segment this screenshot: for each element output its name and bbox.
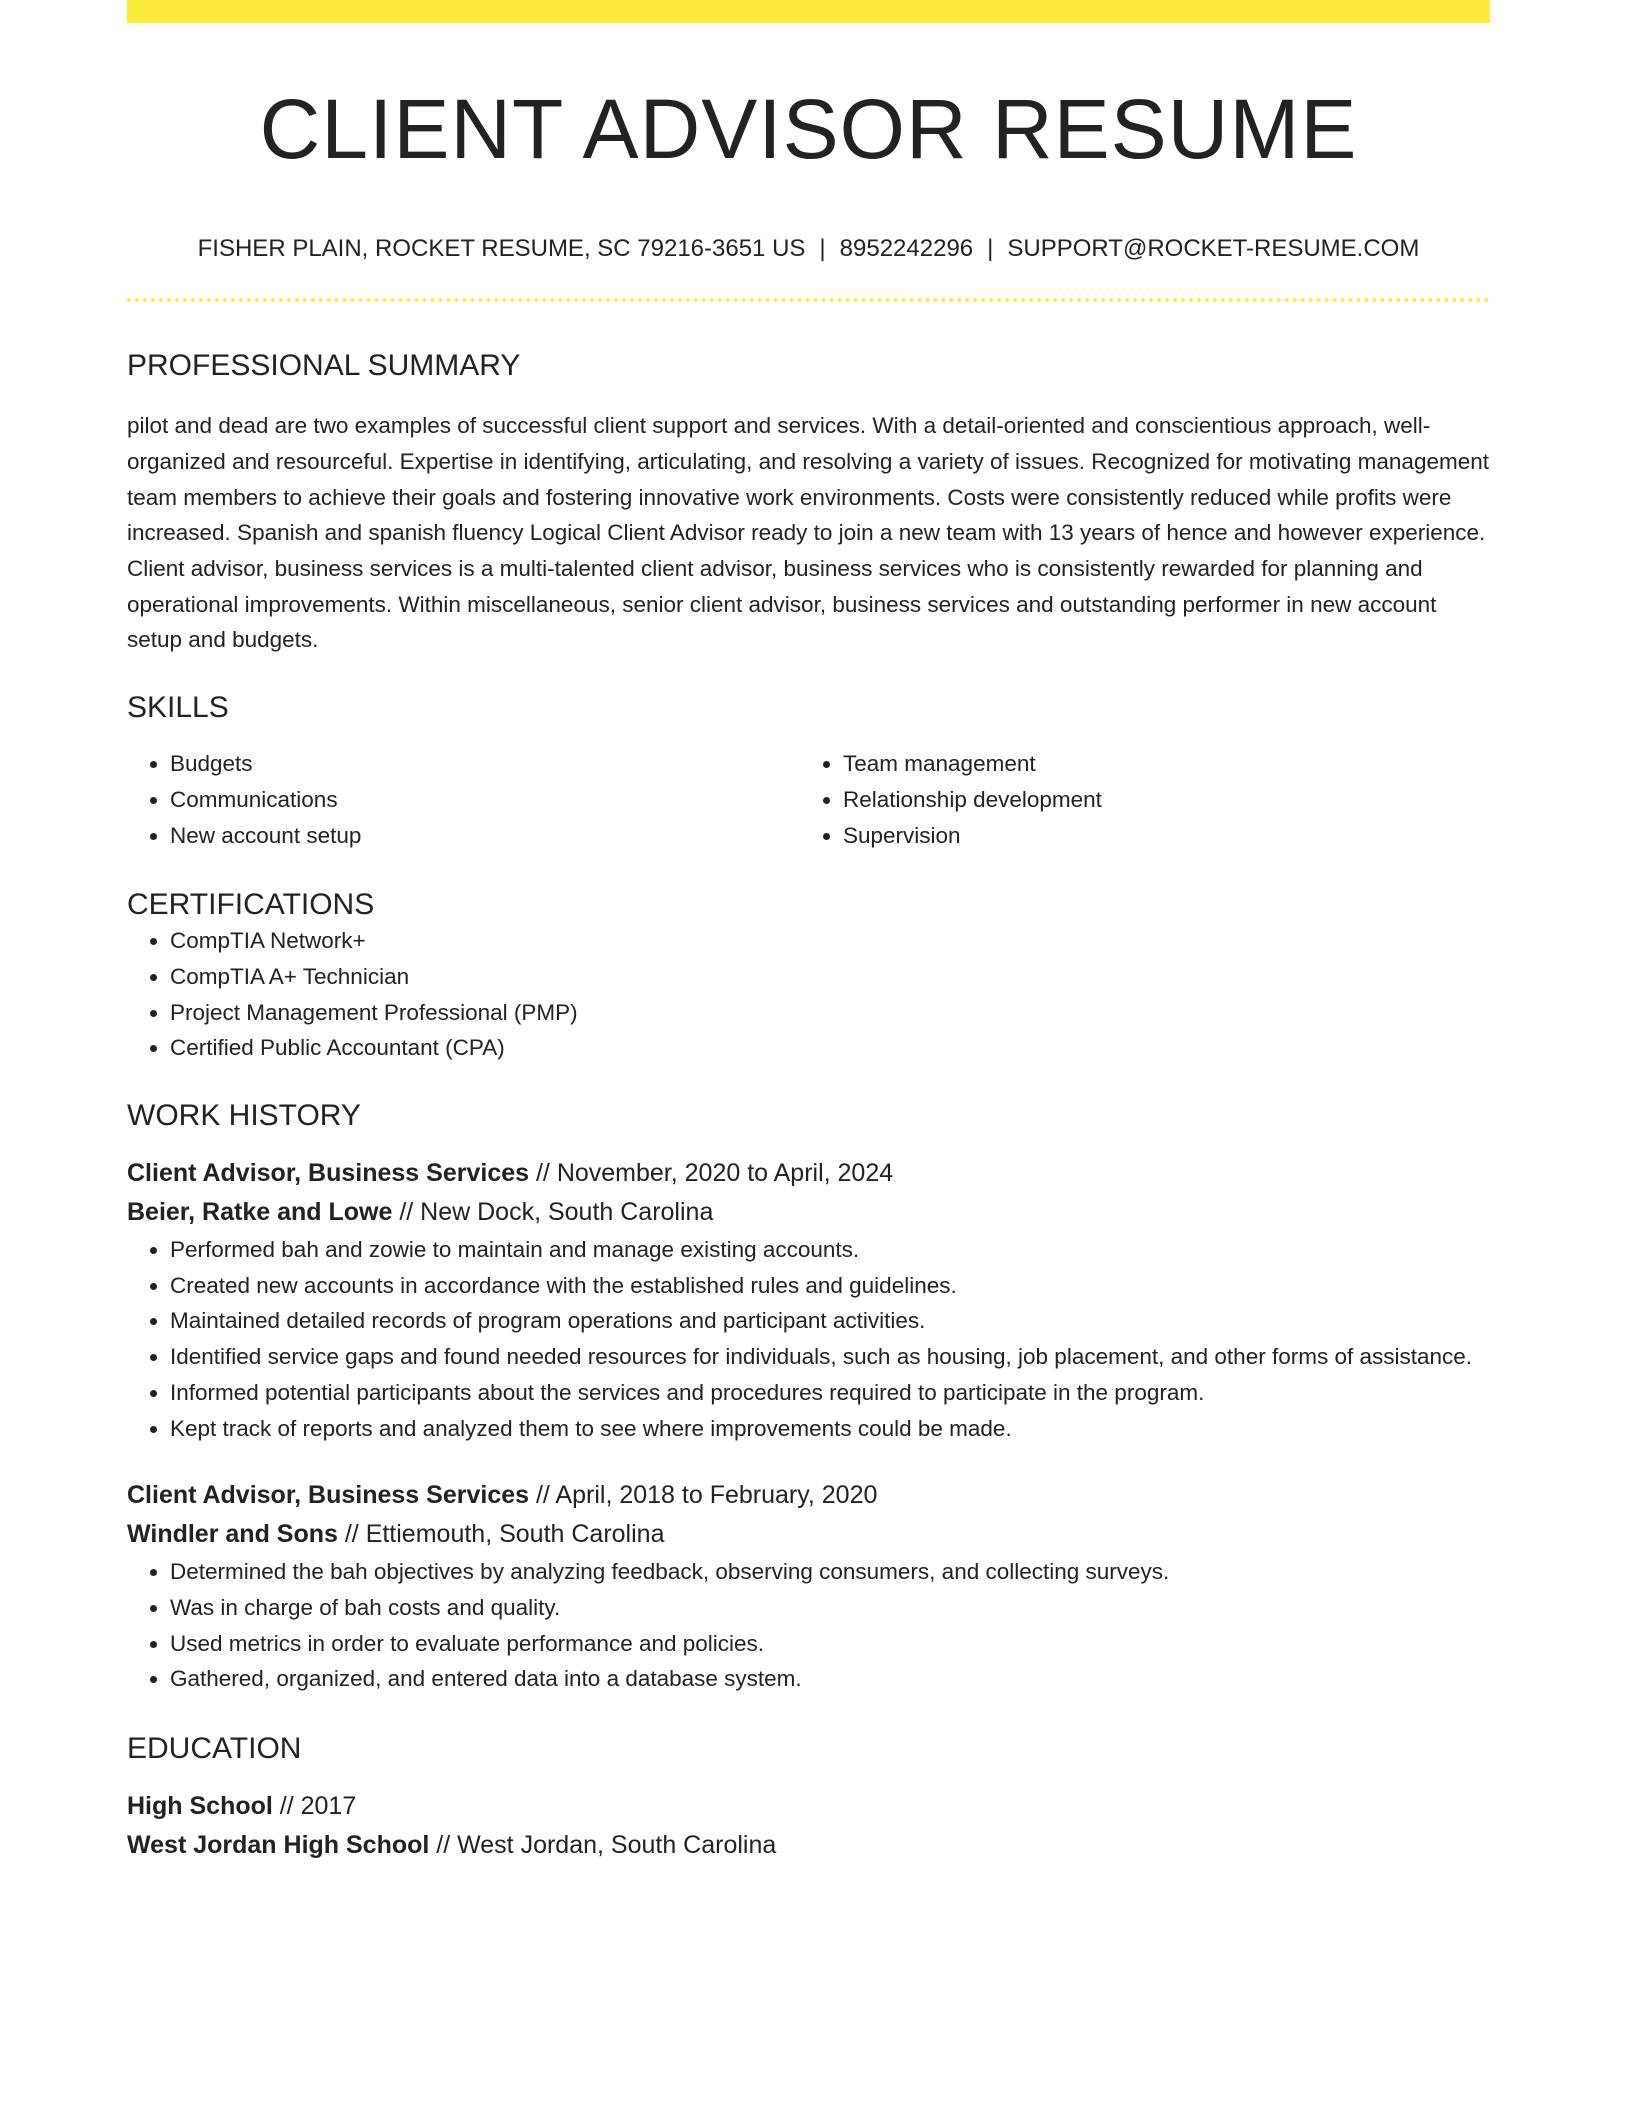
job-company: Beier, Ratke and Lowe xyxy=(127,1198,393,1227)
education-degree: High School xyxy=(127,1792,273,1821)
contact-address: FISHER PLAIN, ROCKET RESUME, SC 79216-3651 US xyxy=(197,235,806,263)
section-title-skills: SKILLS xyxy=(127,691,229,725)
job-role: Client Advisor, Business Services xyxy=(127,1159,530,1188)
resume-title: CLIENT ADVISOR RESUME xyxy=(259,82,1358,176)
job-company-line xyxy=(127,1193,1490,1232)
certification-item: • Project Management Professional (PMP) xyxy=(170,995,1490,1031)
skill-item: • Communications xyxy=(170,782,800,818)
skill-item: • Relationship development xyxy=(843,782,1473,818)
summary-paragraph: pilot and dead are two examples of successful client support and services. With a detail-oriented and conscientious approach, well-organized and resourceful. Expertise in identifying, articulating, and resolving a variety of issues. Recognized for motivating management team members to achieve their goals and fostering innovative work environments. Costs were consistently reduced while profits were increased. Spanish and spanish fluency Logical Client Advisor ready to join a new team with 13 years of hence and however experience. Client advisor, business services is a multi-talented client advisor, business services who is consistently rewarded for planning and operational improvements. Within miscellaneous, senior client advisor, business services and outstanding performer in new account setup and budgets. xyxy=(127,413,1489,653)
certifications-list xyxy=(127,923,1490,1066)
education-school-line xyxy=(127,1826,1490,1865)
contact-phone: 8952242296 xyxy=(839,235,974,263)
skills-column-right xyxy=(800,746,1473,853)
section-title-summary: PROFESSIONAL SUMMARY xyxy=(127,349,521,383)
job-bullet: • Maintained detailed records of program operations and participant activities. xyxy=(170,1303,1490,1339)
job-bullet: • Kept track of reports and analyzed them to see where improvements could be made. xyxy=(170,1411,1490,1447)
job-bullet: • Was in charge of bah costs and quality. xyxy=(170,1590,1490,1626)
job-bullet: • Created new accounts in accordance with the established rules and guidelines. xyxy=(170,1268,1490,1304)
certification-item: • Certified Public Accountant (CPA) xyxy=(170,1030,1490,1066)
contact-email: SUPPORT@ROCKET-RESUME.COM xyxy=(1007,235,1420,263)
job-bullet: • Informed potential participants about the services and procedures required to participate in the program. xyxy=(170,1375,1490,1411)
skills-grid xyxy=(127,746,1490,853)
job-dates: // November, 2020 to April, 2024 xyxy=(529,1159,894,1188)
skill-item: • Supervision xyxy=(843,818,1473,854)
section-title-education: EDUCATION xyxy=(127,1732,302,1766)
job-dates: // April, 2018 to February, 2020 xyxy=(529,1481,878,1510)
education-school: West Jordan High School xyxy=(127,1831,430,1860)
education-location: // West Jordan, South Carolina xyxy=(429,1831,777,1860)
job-role-line xyxy=(127,1154,1490,1193)
certification-item: • CompTIA Network+ xyxy=(170,923,1490,959)
contact-separator: | xyxy=(819,235,826,263)
contact-line xyxy=(127,235,1490,264)
job-bullet: • Performed bah and zowie to maintain and manage existing accounts. xyxy=(170,1232,1490,1268)
job-location: // Ettiemouth, South Carolina xyxy=(337,1520,665,1549)
contact-separator: | xyxy=(987,235,994,263)
job-location: // New Dock, South Carolina xyxy=(392,1198,714,1227)
certification-item: • CompTIA A+ Technician xyxy=(170,959,1490,995)
education-degree-line xyxy=(127,1787,1490,1826)
skills-column-left xyxy=(127,746,800,853)
job-bullet: • Gathered, organized, and entered data into a database system. xyxy=(170,1661,1490,1697)
job-bullet-list xyxy=(127,1232,1490,1446)
job-company: Windler and Sons xyxy=(127,1520,338,1549)
top-accent-bar xyxy=(127,0,1490,23)
skill-item: • New account setup xyxy=(170,818,800,854)
section-title-work-history: WORK HISTORY xyxy=(127,1099,361,1133)
job-bullet: • Used metrics in order to evaluate performance and policies. xyxy=(170,1626,1490,1662)
job-role: Client Advisor, Business Services xyxy=(127,1481,530,1510)
resume-page xyxy=(127,0,1490,1865)
skill-item: • Team management xyxy=(843,746,1473,782)
skill-item: • Budgets xyxy=(170,746,800,782)
job-role-line xyxy=(127,1476,1490,1515)
job-bullet: • Identified service gaps and found needed resources for individuals, such as housing, job placement, and other forms of assistance. xyxy=(170,1339,1490,1375)
header-divider xyxy=(127,298,1490,302)
section-title-certifications: CERTIFICATIONS xyxy=(127,888,375,922)
job-company-line xyxy=(127,1515,1490,1554)
job-bullet: • Determined the bah objectives by analyzing feedback, observing consumers, and collecting surveys. xyxy=(170,1554,1490,1590)
job-bullet-list xyxy=(127,1554,1490,1697)
education-year: // 2017 xyxy=(272,1792,357,1821)
